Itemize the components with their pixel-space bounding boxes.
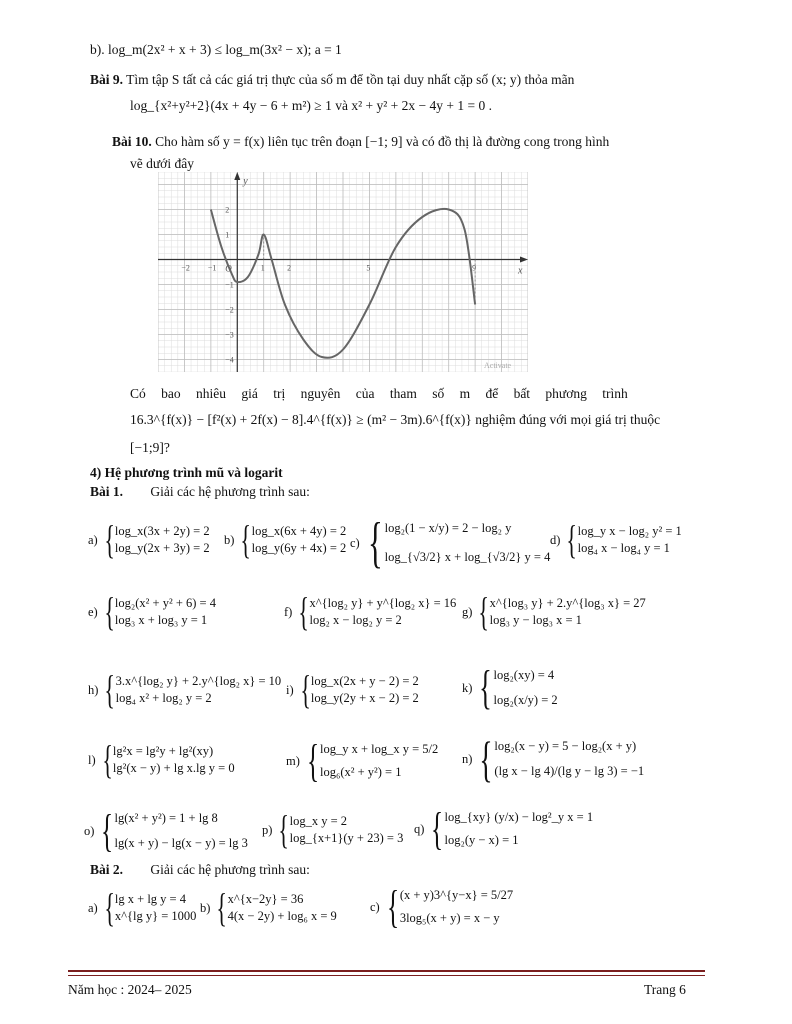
bai10-question1: Có bao nhiêu giá trị nguyên của tham số m để bất phương trình [130, 386, 628, 401]
system-n [462, 731, 645, 787]
system-label: c) [370, 899, 380, 914]
x-axis-arrow-icon [520, 257, 528, 263]
system-a [88, 517, 210, 562]
bai2-heading [90, 862, 310, 879]
y-axis-arrow-icon [234, 172, 240, 180]
equation: lg²(x − y) + lg x.lg y = 0 [112, 761, 235, 775]
brace-icon: { [306, 735, 320, 786]
y-tick-label: −4 [225, 355, 234, 365]
bai2-text: Giải các hệ phương trình sau: [150, 862, 310, 877]
brace-icon: { [479, 661, 493, 714]
equation: log₂(x/y) = 2 [493, 693, 558, 707]
equation: x^{log₃ y} + 2.y^{log₃ x} = 27 [489, 596, 646, 610]
brace-icon: { [299, 667, 311, 712]
y-tick-label: 2 [225, 205, 230, 215]
top-line: b). log_m(2x² + x + 3) ≤ log_m(3x² − x); a = 1 [90, 42, 342, 57]
y-tick-label: −1 [225, 280, 234, 290]
bai10-text1: Cho hàm số y = f(x) liên tục trên đoạn [−1; 9] và có đồ thị là đường cong trong hình [155, 134, 610, 149]
equation: lg(x² + y²) = 1 + lg 8 [114, 811, 218, 825]
watermark-text: Activate [484, 361, 512, 370]
equation: log₄ x − log₄ y = 1 [577, 541, 670, 555]
equation: (x + y)3^{y−x} = 5/27 [399, 888, 514, 902]
equation: log_{x+1}(y + 23) = 3 [289, 831, 404, 845]
brace-icon: { [298, 589, 310, 634]
equation: log₂ x − log₂ y = 2 [309, 613, 402, 627]
bai10-question2: 16.3^{f(x)} − [f²(x) + 2f(x) − 8].4^{f(x)} ≥ (m² − 3m).6^{f(x)} nghiệm đúng với mọi giá trị thuộc [130, 412, 661, 427]
equation: log_x(2x + y − 2) = 2 [310, 674, 419, 688]
equation: 3.x^{log₂ y} + 2.y^{log₂ x} = 10 [115, 674, 282, 688]
x-tick-label: 5 [366, 263, 371, 273]
equation: log₃ x + log₃ y = 1 [114, 613, 208, 627]
system-label: b) [224, 532, 235, 547]
system-bai2-c [370, 881, 514, 932]
equation: log_y(6y + 4x) = 2 [251, 541, 347, 555]
system-e [88, 589, 216, 634]
brace-icon: { [367, 512, 383, 574]
footer-rule-top [68, 970, 705, 972]
equation: log₂(x − y) = 5 − log₂(x + y) [494, 739, 637, 753]
system-p [262, 807, 404, 852]
equation: log₄ x² + log₂ y = 2 [115, 691, 212, 705]
system-bai2-a [88, 885, 197, 930]
footer-year: Năm học : 2024– 2025 [68, 982, 192, 997]
equation: log_y(2x + 3y) = 2 [114, 541, 210, 555]
system-label: k) [462, 680, 473, 695]
system-i [286, 667, 419, 712]
equation: log_x(3x + 2y) = 2 [114, 524, 210, 538]
bai9-condition: log_{x²+y²+2}(4x + 4y − 6 + m²) ≥ 1 và x² + y² + 2x − 4y + 1 = 0 . [130, 98, 492, 113]
origin-label: O [225, 263, 232, 274]
equation: x^{x−2y} = 36 [227, 892, 304, 906]
equation: log_{xy} (y/x) − log²_y x = 1 [444, 810, 594, 824]
system-label: b) [200, 900, 211, 915]
system-label: a) [88, 900, 98, 915]
system-o [84, 805, 248, 856]
system-label: o) [84, 823, 95, 838]
brace-icon: { [101, 737, 113, 782]
brace-icon: { [104, 589, 115, 634]
equation: log_{√3/2} x + log_{√3/2} y = 4 [384, 550, 551, 564]
brace-icon: { [278, 807, 290, 852]
bai1-heading [90, 484, 310, 501]
brace-icon: { [478, 589, 490, 634]
equation: lg(x + y) − lg(x − y) = lg 3 [114, 836, 248, 850]
system-d [550, 517, 682, 562]
system-label: p) [262, 822, 273, 837]
equation: x^{log₂ y} + y^{log₂ x} = 16 [309, 596, 457, 610]
system-label: m) [286, 753, 300, 768]
system-bai2-b [200, 885, 337, 930]
equation: x^{lg y} = 1000 [114, 909, 197, 923]
equation: log_y(2y + x − 2) = 2 [310, 691, 419, 705]
equation: 3log₅(x + y) = x − y [399, 911, 500, 925]
system-label: q) [414, 821, 425, 836]
system-label: c) [350, 535, 360, 550]
equation: log_y x + log_x y = 5/2 [319, 742, 439, 756]
equation: log₂(xy) = 4 [493, 668, 555, 682]
equation: log₂(y − x) = 1 [444, 833, 519, 847]
bai2-label: Bài 2. [90, 862, 124, 877]
equation: (lg x − lg 4)/(lg y − lg 3) = −1 [494, 764, 645, 778]
system-h [88, 667, 282, 712]
brace-icon: { [479, 731, 494, 787]
x-tick-label: −1 [207, 263, 217, 273]
system-b [224, 517, 347, 562]
system-label: e) [88, 604, 98, 619]
footer-page: Trang 6 [644, 982, 686, 997]
brace-icon: { [240, 517, 252, 562]
footer-rule-bottom [68, 975, 705, 976]
y-tick-label: 1 [225, 230, 230, 240]
bai10-text2: vẽ dưới đây [130, 156, 194, 171]
bai1-label: Bài 1. [90, 484, 124, 499]
equation: log_y x − log₂ y² = 1 [577, 524, 682, 538]
brace-icon: { [386, 881, 399, 932]
x-tick-label: 9 [472, 263, 477, 273]
system-k [462, 661, 558, 714]
bai9-line1 [90, 72, 574, 89]
function-graph [158, 172, 528, 372]
bai10-label: Bài 10. [112, 134, 152, 149]
system-g [462, 589, 646, 634]
bai10-question3: [−1;9]? [130, 440, 170, 455]
y-tick-label: −2 [225, 305, 234, 315]
bai9-label: Bài 9. [90, 72, 124, 87]
system-m [286, 735, 439, 786]
system-label: i) [286, 682, 294, 697]
x-tick-label: 1 [260, 263, 265, 273]
x-tick-label: 2 [287, 263, 292, 273]
equation: log₂(1 − x/y) = 2 − log₂ y [384, 521, 512, 535]
equation: log_x y = 2 [289, 814, 348, 828]
bai9-text: Tìm tập S tất cả các giá trị thực của số m để tồn tại duy nhất cặp số (x; y) thỏa mãn [126, 72, 575, 87]
brace-icon: { [431, 803, 444, 854]
equation: log_x(6x + 4y) = 2 [251, 524, 347, 538]
brace-icon: { [104, 885, 115, 930]
equation: 4(x − 2y) + log₆ x = 9 [227, 909, 337, 923]
system-label: g) [462, 604, 473, 619]
brace-icon: { [104, 517, 115, 562]
equation: log₃ y − log₃ x = 1 [489, 613, 582, 627]
system-label: n) [462, 751, 473, 766]
y-axis-label: y [243, 176, 248, 187]
x-tick-label: −2 [181, 263, 190, 273]
x-axis-label: x [518, 265, 523, 277]
system-label: f) [284, 604, 293, 619]
equation: log₆(x² + y²) = 1 [319, 765, 402, 779]
bai10-line1 [112, 134, 609, 151]
section-title: 4) Hệ phương trình mũ và logarit [90, 465, 283, 480]
system-f [284, 589, 457, 634]
equation: lg x + lg y = 4 [114, 892, 186, 906]
system-l [88, 737, 235, 782]
brace-icon: { [566, 517, 578, 562]
brace-icon: { [216, 885, 228, 930]
y-tick-label: −3 [225, 330, 234, 340]
system-q [414, 803, 594, 854]
equation: log₂(x² + y² + 6) = 4 [114, 596, 216, 610]
bai1-text: Giải các hệ phương trình sau: [150, 484, 310, 499]
equation: lg²x = lg²y + lg²(xy) [112, 744, 214, 758]
system-label: l) [88, 752, 96, 767]
system-c [350, 512, 551, 574]
system-label: h) [88, 682, 99, 697]
brace-icon: { [101, 805, 114, 856]
system-label: d) [550, 532, 561, 547]
system-label: a) [88, 532, 98, 547]
brace-icon: { [104, 667, 116, 712]
